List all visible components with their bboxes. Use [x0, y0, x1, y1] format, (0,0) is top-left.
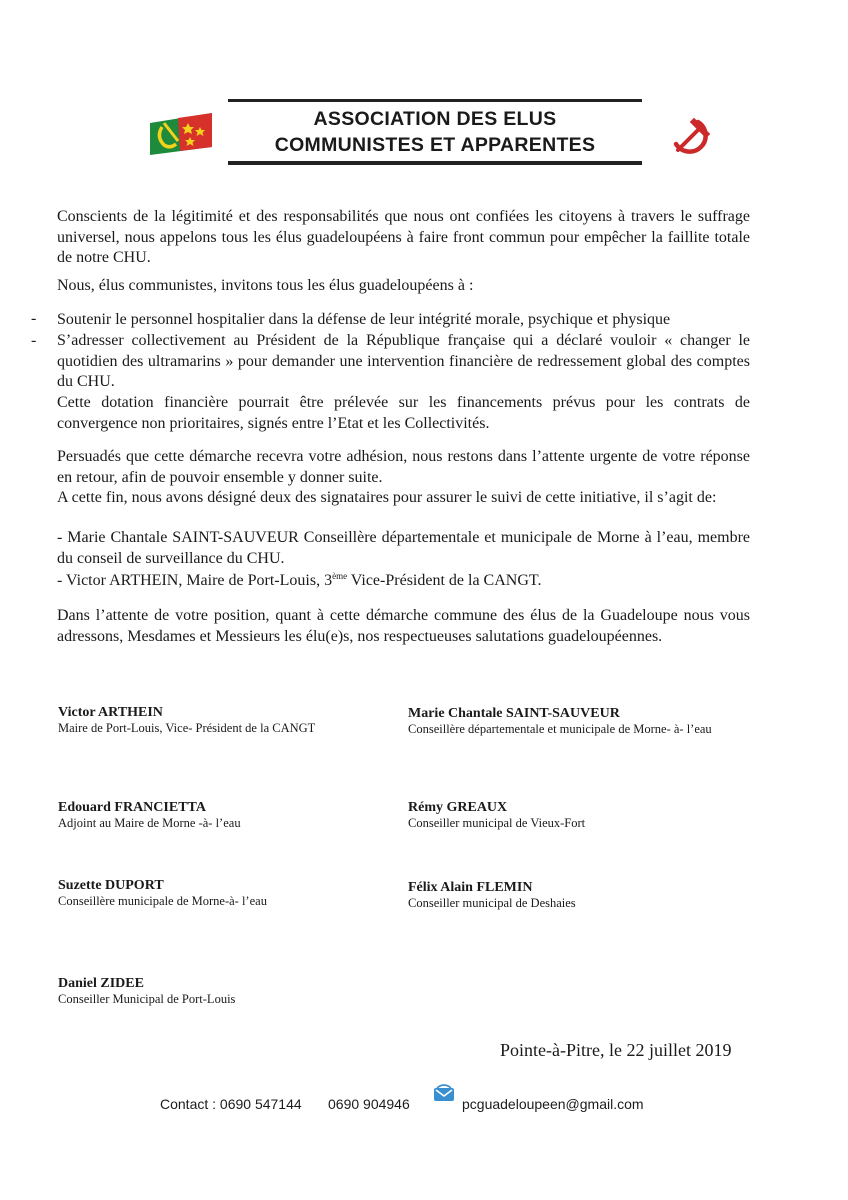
signatory-role: Adjoint au Maire de Morne -à- l’eau: [58, 816, 241, 830]
title-line-1: ASSOCIATION DES ELUS: [313, 108, 557, 130]
intro-paragraph: Conscients de la légitimité et des responsabilités que nous ont confiées les citoyens à travers le suffrage universel, nous appelons tous les élus guadeloupéens à faire front commun pour empêcher la faillite totale de notre CHU.: [57, 208, 750, 266]
signatory-block: [408, 706, 712, 737]
contact-email[interactable]: pcguadeloupeen@gmail.com: [462, 1096, 644, 1112]
signatory-name: Rémy GREAUX: [408, 800, 508, 815]
signatory-role: Maire de Port-Louis, Vice- Président de la CANGT: [58, 721, 316, 735]
contact-label: Contact : 0690 547144: [160, 1096, 302, 1112]
funding-paragraph: Cette dotation financière pourrait être prélevée sur les financements prévus pour les contrats de convergence non prioritaires, signés entre l’Etat et les Collectivités.: [57, 394, 750, 432]
designee-1: - Marie Chantale SAINT-SAUVEUR Conseillère départementale et municipale de Morne à l’eau, membre du conseil de surveillance du CHU.: [57, 529, 750, 567]
signatory-block: [58, 976, 235, 1007]
party-flag-logo: [148, 111, 214, 157]
letter-date: Pointe-à-Pitre, le 22 juillet 2019: [500, 1040, 732, 1060]
signatory-role: Conseillère municipale de Morne-à- l’eau: [58, 894, 267, 908]
bullet-dash-2: -: [31, 332, 37, 349]
hammer-sickle-icon: [668, 114, 712, 158]
signatory-block: [58, 878, 267, 909]
closing-paragraph: Dans l’attente de votre position, quant à cette démarche commune des élus de la Guadeloupe nous vous adressons, Mesdames et Messieurs les élu(e)s, nos respectueuses salutations guadeloupéennes.: [57, 607, 750, 645]
signatory-block: [408, 800, 585, 831]
signatory-role: Conseillère départementale et municipale de Morne- à- l’eau: [408, 722, 712, 736]
signatory-name: Marie Chantale SAINT-SAUVEUR: [408, 706, 620, 721]
signatory-role: Conseiller Municipal de Port-Louis: [58, 992, 236, 1006]
invitation-paragraph: Nous, élus communistes, invitons tous les élus guadeloupéens à :: [57, 277, 474, 294]
bullet-item-1: Soutenir le personnel hospitalier dans la défense de leur intégrité morale, psychique et physique: [57, 311, 671, 328]
contact-phone-2: 0690 904946: [328, 1096, 410, 1112]
page-title: [228, 106, 642, 158]
signatory-name: Suzette DUPORT: [58, 878, 164, 893]
designee-2: [57, 566, 757, 592]
signatory-name: Edouard FRANCIETTA: [58, 800, 206, 815]
bullet-item-2: S’adresser collectivement au Président de la République française qui a déclaré vouloir « changer le quotidien des ultramarins » pour demander une intervention financière de redressement global des comptes du CHU.: [57, 332, 750, 390]
header-rule-bottom: [228, 161, 642, 165]
signatory-role: Conseiller municipal de Vieux-Fort: [408, 816, 586, 830]
designee-2-text: - Victor ARTHEIN, Maire de Port-Louis, 3: [57, 572, 333, 589]
mail-icon: [433, 1084, 455, 1102]
bullet-dash-1: -: [31, 310, 37, 327]
signatory-role: Conseiller municipal de Deshaies: [408, 896, 576, 910]
signatory-block: [408, 880, 576, 911]
header-rule-top: [228, 99, 642, 102]
designation-paragraph: A cette fin, nous avons désigné deux des signataires pour assurer le suivi de cette initiative, il s’agit de:: [57, 489, 717, 506]
signatory-name: Félix Alain FLEMIN: [408, 880, 533, 895]
signatory-block: [58, 800, 241, 831]
signatory-name: Victor ARTHEIN: [58, 705, 163, 720]
designee-2-text-end: Vice-Président de la CANGT.: [347, 572, 542, 589]
signatory-block: [58, 705, 315, 736]
title-line-2: COMMUNISTES ET APPARENTES: [274, 134, 596, 156]
response-paragraph: Persuadés que cette démarche recevra votre adhésion, nous restons dans l’attente urgente de votre réponse en retour, afin de pouvoir ensemble y donner suite.: [57, 448, 750, 486]
signatory-name: Daniel ZIDEE: [58, 976, 144, 991]
designee-2-superscript: ème: [332, 571, 348, 581]
